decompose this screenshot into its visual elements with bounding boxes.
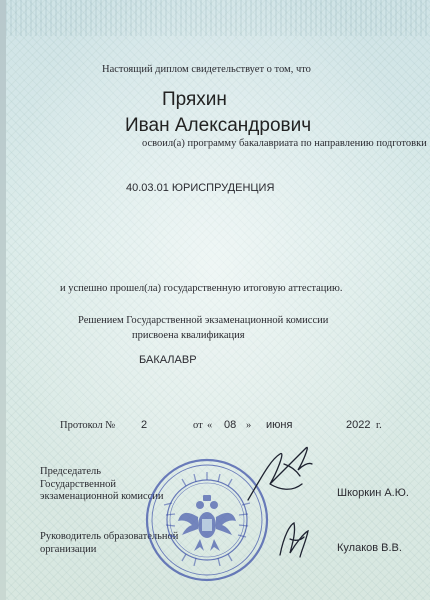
protocol-year: 2022 — [346, 419, 371, 431]
head-name: Кулаков В.В. — [337, 542, 402, 554]
specialty: 40.03.01 ЮРИСПРУДЕНЦИЯ — [126, 182, 275, 194]
chair-title-line: Государственной — [40, 478, 116, 490]
chair-name: Шкоркин А.Ю. — [337, 487, 409, 499]
head-title-line: Руководитель образовательной — [40, 531, 179, 542]
chair-signature-icon — [240, 440, 330, 510]
protocol-label: Протокол № — [60, 420, 116, 431]
qualification: БАКАЛАВР — [139, 354, 197, 366]
protocol-day: 08 — [224, 419, 237, 431]
year-suffix: г. — [376, 420, 382, 431]
quote-open: « — [207, 420, 213, 431]
program-text: освоил(а) программу бакалавриата по направлению подготовки — [142, 138, 427, 149]
head-title-line: организации — [40, 543, 97, 555]
holder-name: Иван Александрович — [125, 115, 312, 136]
page-edge — [0, 0, 6, 600]
chair-title-line: Председатель — [40, 466, 102, 477]
decision-line-1: Решением Государственной экзаменационной комиссии — [78, 315, 329, 326]
protocol-number: 2 — [141, 419, 148, 431]
attestation-text: и успешно прошел(ла) государственную итоговую аттестацию. — [60, 283, 343, 294]
guilloche-border — [0, 0, 430, 36]
protocol-from-label: от — [193, 420, 203, 431]
head-signature-icon — [270, 515, 320, 565]
decision-line-2: присвоена квалификация — [132, 330, 245, 341]
quote-close: » — [246, 420, 252, 431]
holder-surname: Пряхин — [162, 89, 227, 110]
intro-text: Настоящий диплом свидетельствует о том, что — [102, 64, 311, 75]
protocol-month: июня — [266, 419, 293, 431]
chair-title-line: экзаменационной комиссии — [40, 491, 164, 502]
